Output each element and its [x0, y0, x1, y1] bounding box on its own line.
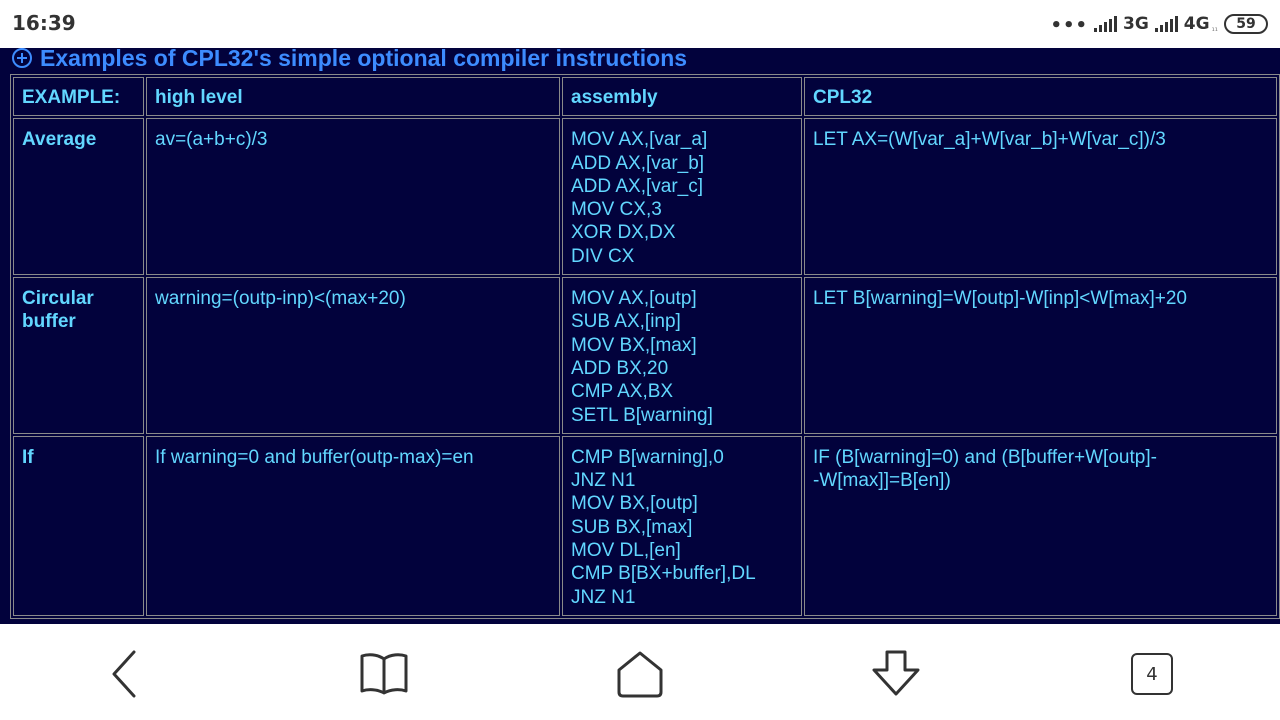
book-icon: [357, 651, 411, 697]
assembly-line: MOV CX,3: [571, 199, 662, 221]
cpl32-line: LET AX=(W[var_a]+W[var_b]+W[var_c])/3: [813, 129, 1166, 151]
signal-icon: [1094, 16, 1117, 32]
status-time: 16:39: [12, 11, 76, 35]
cpl32-cell: [804, 436, 1277, 616]
section-title: Examples of CPL32's simple optional compiler instructions: [40, 48, 688, 71]
network-4g-label: 4G: [1183, 14, 1210, 34]
chevron-left-icon: [106, 648, 146, 700]
network-3g-label: 3G: [1122, 14, 1149, 34]
example-label-line: Circular: [22, 288, 94, 310]
column-header: assembly: [562, 77, 802, 116]
table-header-row: [13, 77, 1277, 116]
examples-table: [10, 74, 1280, 619]
cpl32-line: -W[max]]=B[en]): [813, 470, 951, 492]
assembly-line: MOV AX,[var_a]: [571, 129, 708, 151]
assembly-line: CMP B[BX+buffer],DL: [571, 563, 756, 585]
assembly-line: CMP AX,BX: [571, 381, 674, 403]
notification-dots: •••: [1050, 15, 1088, 36]
assembly-cell: [562, 118, 802, 275]
example-label: [13, 277, 144, 434]
signal-icon: [1155, 16, 1178, 32]
assembly-line: CMP B[warning],0: [571, 446, 724, 468]
download-button[interactable]: [866, 648, 926, 700]
cpl32-line: IF (B[warning]=0) and (B[buffer+W[outp]-: [813, 446, 1157, 468]
assembly-line: DIV CX: [571, 245, 635, 267]
assembly-line: MOV AX,[outp]: [571, 288, 697, 310]
page-content: [0, 48, 1280, 624]
assembly-line: SUB AX,[inp]: [571, 311, 681, 333]
table-row: [13, 436, 1277, 616]
circle-plus-icon[interactable]: [12, 48, 32, 68]
arrow-down-icon: [870, 648, 922, 700]
network-4g-sub: ₁₁: [1211, 23, 1218, 33]
battery-icon: 59: [1224, 14, 1268, 34]
assembly-line: MOV DL,[en]: [571, 540, 681, 562]
assembly-cell: [562, 436, 802, 616]
assembly-line: ADD AX,[var_c]: [571, 175, 703, 197]
home-button[interactable]: [610, 648, 670, 700]
assembly-line: SETL B[warning]: [571, 404, 713, 426]
column-header: high level: [146, 77, 560, 116]
cpl32-cell: [804, 277, 1277, 434]
high-level-cell: warning=(outp-inp)<(max+20): [146, 277, 560, 434]
assembly-line: ADD AX,[var_b]: [571, 152, 705, 174]
assembly-line: MOV BX,[outp]: [571, 493, 698, 515]
high-level-cell: av=(a+b+c)/3: [146, 118, 560, 275]
back-button[interactable]: [96, 648, 156, 700]
table-row: [13, 118, 1277, 275]
column-header: EXAMPLE:: [13, 77, 144, 116]
status-indicators: [1050, 12, 1268, 36]
assembly-line: XOR DX,DX: [571, 222, 676, 244]
example-label: If: [13, 436, 144, 616]
cpl32-line: LET B[warning]=W[outp]-W[inp]<W[max]+20: [813, 288, 1187, 310]
assembly-line: JNZ N1: [571, 586, 636, 608]
assembly-line: MOV BX,[max]: [571, 334, 697, 356]
cpl32-cell: [804, 118, 1277, 275]
assembly-line: ADD BX,20: [571, 357, 669, 379]
high-level-cell: If warning=0 and buffer(outp-max)=en: [146, 436, 560, 616]
status-bar: [0, 0, 1280, 48]
example-label-line: buffer: [22, 311, 76, 333]
table-row: [13, 277, 1277, 434]
assembly-cell: [562, 277, 802, 434]
home-icon: [614, 648, 666, 700]
bottom-nav-bar: [0, 624, 1280, 720]
section-header[interactable]: [12, 48, 687, 70]
example-label: Average: [13, 118, 144, 275]
assembly-line: SUB BX,[max]: [571, 516, 693, 538]
bookmarks-button[interactable]: [354, 648, 414, 700]
tabs-button[interactable]: [1122, 648, 1182, 700]
assembly-line: JNZ N1: [571, 470, 636, 492]
column-header: CPL32: [804, 77, 1277, 116]
tab-count: 4: [1131, 653, 1173, 695]
